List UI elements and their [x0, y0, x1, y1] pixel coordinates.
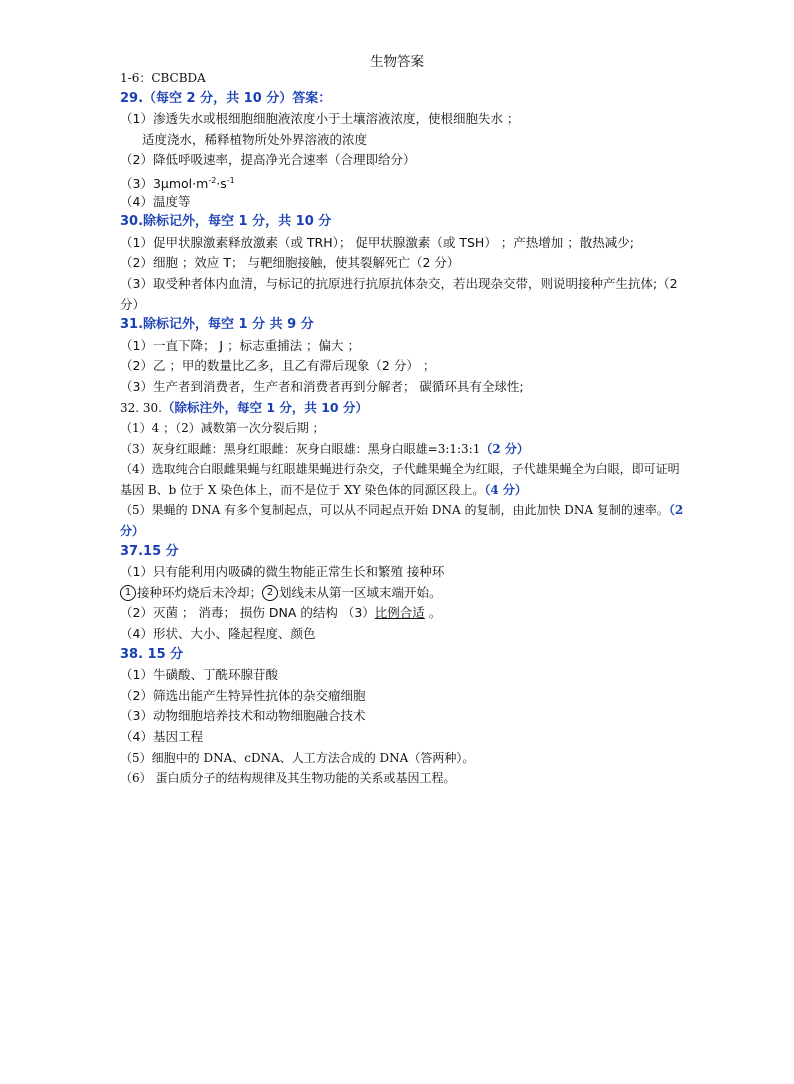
q29-answer-2: （2）降低呼吸速率，提高净光合速率（合理即给分） [120, 152, 416, 168]
q32-heading [120, 398, 690, 419]
q29-answer-3-sup1: -2 [208, 175, 217, 185]
q31-heading: 31.除标记外，每空 1 分 共 9 分 [120, 317, 314, 333]
q29-answer-3 [120, 171, 690, 192]
q30-heading: 30.除标记外，每空 1 分，共 10 分 [120, 214, 332, 230]
answer-body [120, 68, 690, 789]
q37-answer-2-text: （2）灭菌 ； 消毒； 损伤 DNA 的结构 （3） [120, 605, 375, 621]
q32-scoring: （除标注外，每空 1 分，共 10 分） [161, 399, 368, 415]
q32-answer-3-text: （4）选取纯合白眼雌果蝇与红眼雄果蝇进行杂交，子代雌果蝇全为红眼，子代雄果蝇全为白眼，即可证明基因 B、b 位于 X 染色体上，而不是位于 XY 染色体的同源区段上。 [120, 462, 680, 497]
q38-answer-5: （5）细胞中的 DNA、cDNA、人工方法合成的 DNA（答两种）。 [120, 750, 475, 765]
q29-answer-1-cont: 适度浇水，稀释植物所处外界溶液的浓度 [142, 131, 368, 147]
q29-answer-3-mid: ·s [216, 176, 227, 192]
q38-answer-2: （2）筛选出能产生特异性抗体的杂交瘤细胞 [120, 687, 366, 703]
circled-number-2: 2 [262, 585, 278, 601]
q29-answer-3-sup2: -1 [226, 175, 235, 185]
q29-heading: 29.（每空 2 分，共 10 分）答案： [120, 90, 332, 106]
q38-answer-3: （3）动物细胞培养技术和动物细胞融合技术 [120, 708, 366, 724]
q31-answer-1: （1）一直下降； J ；标志重捕法 ；偏大 ； [120, 337, 361, 353]
q30-answer-1: （1）促甲状腺激素释放激素（或 TRH）； 促甲状腺激素（或 TSH） ；产热增加 ；散热减少; [120, 234, 634, 250]
q32-answer-4 [120, 500, 690, 541]
q29-answer-3-text: （3）3μmol·m [120, 176, 209, 192]
q37-answer-3-end: 。 [424, 605, 442, 621]
q32-answer-1: （1）4 ；（2）减数第一次分裂后期 ； [120, 421, 325, 436]
q32-answer-2-text: （3）灰身红眼雌：黑身红眼雌：灰身白眼雄：黑身白眼雄=3:1:3:1 [120, 441, 481, 456]
q32-answer-2 [120, 439, 690, 460]
q37-answer-1: （1）只有能利用内吸磷的微生物能正常生长和繁殖 接种环 [120, 564, 445, 580]
q30-answer-2: （2）细胞 ；效应 T； 与靶细胞接触，使其裂解死亡（2 分） [120, 255, 460, 271]
q32-answer-4-score: （2 分） [120, 503, 684, 539]
q38-heading: 38. 15 分 [120, 646, 184, 662]
q31-answer-3: （3）生产者到消费者，生产者和消费者再到分解者； 碳循环具有全球性; [120, 378, 524, 394]
q37-reason-2: 划线未从第一区域末端开始。 [279, 584, 442, 600]
q37-heading: 37.15 分 [120, 543, 179, 559]
q38-answer-4: （4）基因工程 [120, 729, 203, 744]
q37-answer-1-reasons [120, 583, 690, 604]
multiple-choice-answers: 1-6：CBCBDA [120, 71, 206, 85]
q37-answer-2-3 [120, 603, 690, 624]
q37-answer-3-underlined: 比例合适 [374, 605, 425, 621]
circled-number-1: 1 [120, 585, 136, 601]
q29-answer-1: （1）渗透失水或根细胞细胞液浓度小于土壤溶液浓度，使根细胞失水 ； [120, 111, 520, 127]
q32-answer-3-score: （4 分） [484, 482, 527, 497]
q38-answer-1: （1）牛磺酸、丁酰环腺苷酸 [120, 667, 278, 683]
q32-number: 32. 30. [120, 400, 162, 415]
q30-answer-3: （3）取受种者体内血清，与标记的抗原进行抗原抗体杂交，若出现杂交带，则说明接种产生抗体;（2 分） [120, 275, 678, 312]
q38-answer-6: （6） 蛋白质分子的结构规律及其生物功能的关系或基因工程。 [120, 771, 456, 786]
q32-answer-2-score: （2 分） [480, 441, 529, 456]
q29-answer-4: （4）温度等 [120, 193, 191, 209]
q31-answer-2: （2）乙 ；甲的数量比乙多，且乙有滞后现象（2 分） ； [120, 358, 436, 374]
q32-answer-4-text: （5）果蝇的 DNA 有多个复制起点，可以从不同起点开始 DNA 的复制，由此加快 DNA 复制的速率。 [120, 503, 669, 518]
q37-reason-1: 接种环灼烧后未冷却； [137, 584, 263, 600]
q32-answer-3 [120, 459, 690, 500]
q37-answer-4: （4）形状、大小、隆起程度、颜色 [120, 626, 316, 642]
page-title: 生物答案 [370, 54, 424, 70]
